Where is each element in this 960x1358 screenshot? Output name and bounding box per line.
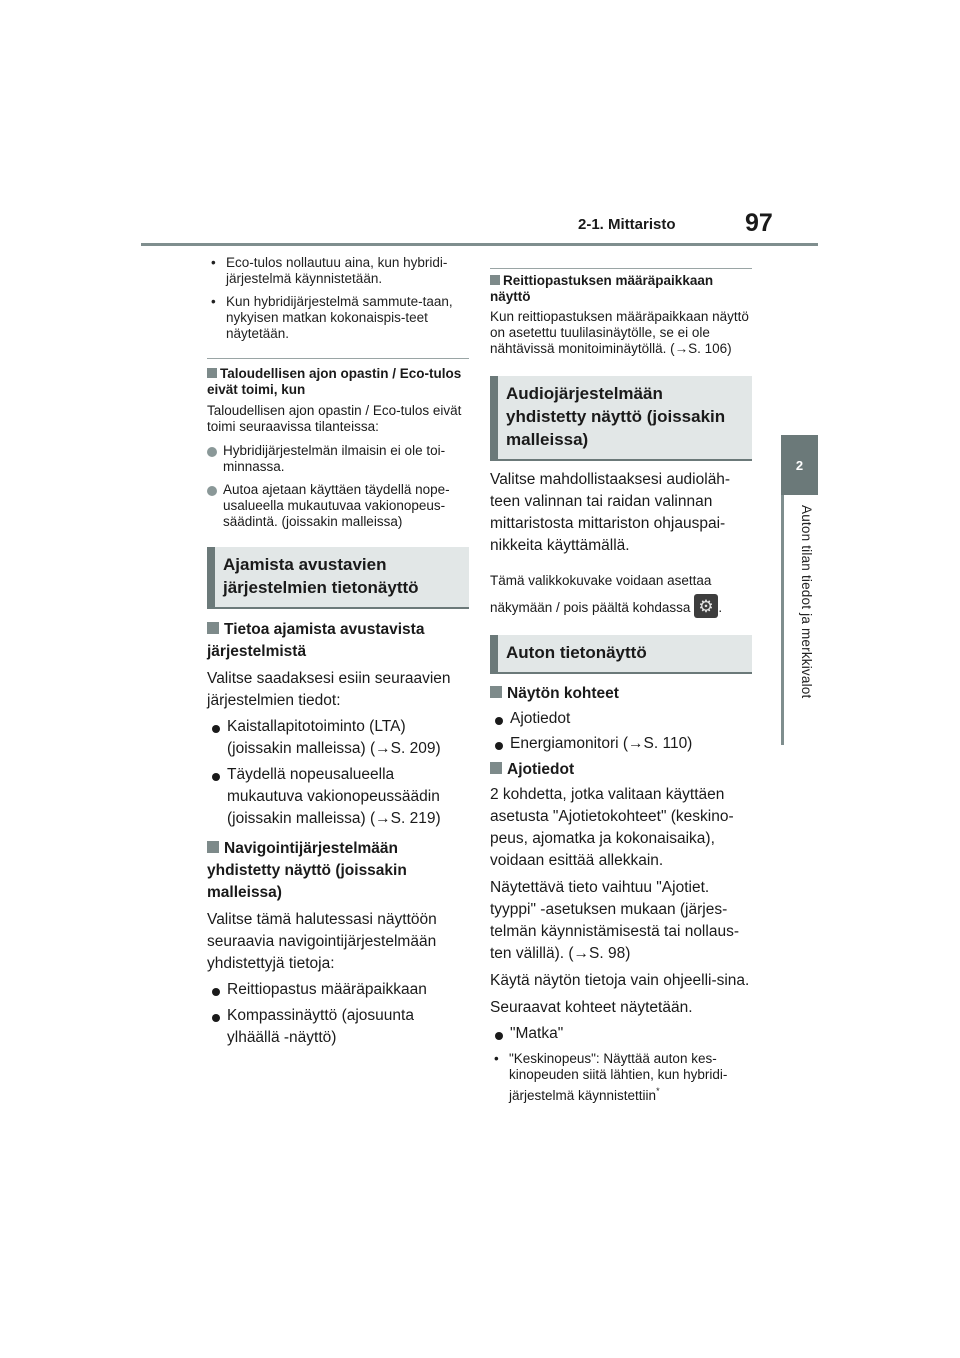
list-item: Kompassinäyttö (ajosuunta ylhäällä -näyttö) [207,1005,469,1049]
chapter-number: 2 [795,457,804,473]
list-item: Kaistallapitotoiminto (LTA) (joissakin malleissa) (→S. 209) [207,716,469,760]
list-item: Täydellä nopeusalueella mukautuva vakionopeussäädin (joissakin malleissa) (→S. 219) [207,764,469,830]
subheading: Taloudellisen ajon opastin / Eco-tulos eivät toimi, kun [207,366,462,397]
paragraph: 2 kohdetta, jotka valitaan käyttäen asetusta "Ajotietokohteet" (keskino-peus, ajomatka ja kokonaisaika), voidaan esittää allekkain. [490,786,734,869]
square-icon [207,841,219,853]
subheading: Tietoa ajamista avustavista järjestelmistä [207,621,425,660]
square-icon [207,368,217,378]
list-item: • Eco-tulos nollautuu aina, kun hybridi-järjestelmä käynnistetään. [211,255,448,286]
divider [207,358,469,359]
bullet-icon [212,988,220,996]
paragraph: Käytä näytön tietoja vain ohjeelli-sina. [490,972,750,989]
list-item: Reittiopastus määräpaikkaan [207,979,469,1001]
section-heading: Auton tietonäyttö [490,635,752,674]
chapter-tab [781,435,818,495]
square-icon [490,686,502,698]
list-item: Hybridijärjestelmän ilmaisin ei ole toi-minnassa. [207,443,469,475]
square-icon [490,275,500,285]
square-icon [490,762,502,774]
chapter-tab-line [781,495,784,745]
divider [490,268,752,269]
bullet-icon [495,742,503,750]
subheading: Ajotiedot [490,759,752,781]
subheading: Näytön kohteet [490,683,752,705]
list-item: • "Keskinopeus": Näyttää auton kes-kinopeuden siitä lähtien, kun hybridi-järjestelmä käynnistettiin* [494,1051,728,1103]
bullet-icon [212,1014,220,1022]
bullet-icon [495,717,503,725]
settings-gear-icon [694,594,718,618]
circle-bullet-icon [207,447,217,457]
list-item: Energiamonitori (→S. 110) [490,733,752,755]
paragraph: Valitse mahdollistaaksesi audioläh-teen valinnan tai raidan valinnan mittaristosta mittariston ohjauspai-nikkeita käyttämällä. [490,471,731,554]
paragraph: Seuraavat kohteet näytetään. [490,999,693,1016]
bullet-icon [212,725,220,733]
list-item: Ajotiedot [490,708,752,730]
left-column [207,255,469,1049]
note: Tämä valikkokuvake voidaan asettaa näkymään / pois päältä kohdassa⚙ . [490,567,752,621]
bullet-icon [495,1032,503,1040]
circle-bullet-icon [207,486,217,496]
section-heading: Ajamista avustavien järjestelmien tietonäyttö [207,547,469,609]
bullet-icon [212,773,220,781]
paragraph: Valitse tämä halutessasi näyttöön seuraavia navigointijärjestelmään yhdistettyjä tietoja: [207,911,437,972]
header-divider [141,243,818,246]
list-item: "Matka" [490,1023,752,1045]
right-column [490,268,752,1111]
subheading: Reittiopastuksen määräpaikkaan näyttö [490,273,714,304]
section-title: 2-1. Mittaristo [578,216,676,233]
paragraph: Kun reittiopastuksen määräpaikkaan näyttö on asetettu tuulilasinäytölle, se ei ole nähtävissä monitoiminäytöllä. (→S. 106) [490,309,749,356]
page-number: 97 [745,209,773,237]
chapter-title: Auton tilan tiedot ja merkkivalot [799,505,814,699]
paragraph: Taloudellisen ajon opastin / Eco-tulos eivät toimi seuraavissa tilanteissa: [207,403,462,434]
square-icon [207,622,219,634]
list-item: Autoa ajetaan käyttäen täydellä nope-usalueella mukautuvaa vakionopeus-säädintä. (joissakin malleissa) [207,482,469,530]
paragraph: Näytettävä tieto vaihtuu "Ajotiet. tyyppi" -asetuksen mukaan (järjes-telmän käynnistämisestä tai nollaus-ten välillä). (→S. 98) [490,879,739,962]
section-heading: Audiojärjestelmään yhdistetty näyttö (joissakin malleissa) [490,376,752,461]
subheading: Navigointijärjestelmään yhdistetty näyttö (joissakin malleissa) [207,840,407,901]
paragraph: Valitse saadaksesi esiin seuraavien järjestelmien tiedot: [207,670,451,709]
list-item: • Kun hybridijärjestelmä sammute-taan, nykyisen matkan kokonaispis-teet näytetään. [211,294,453,341]
